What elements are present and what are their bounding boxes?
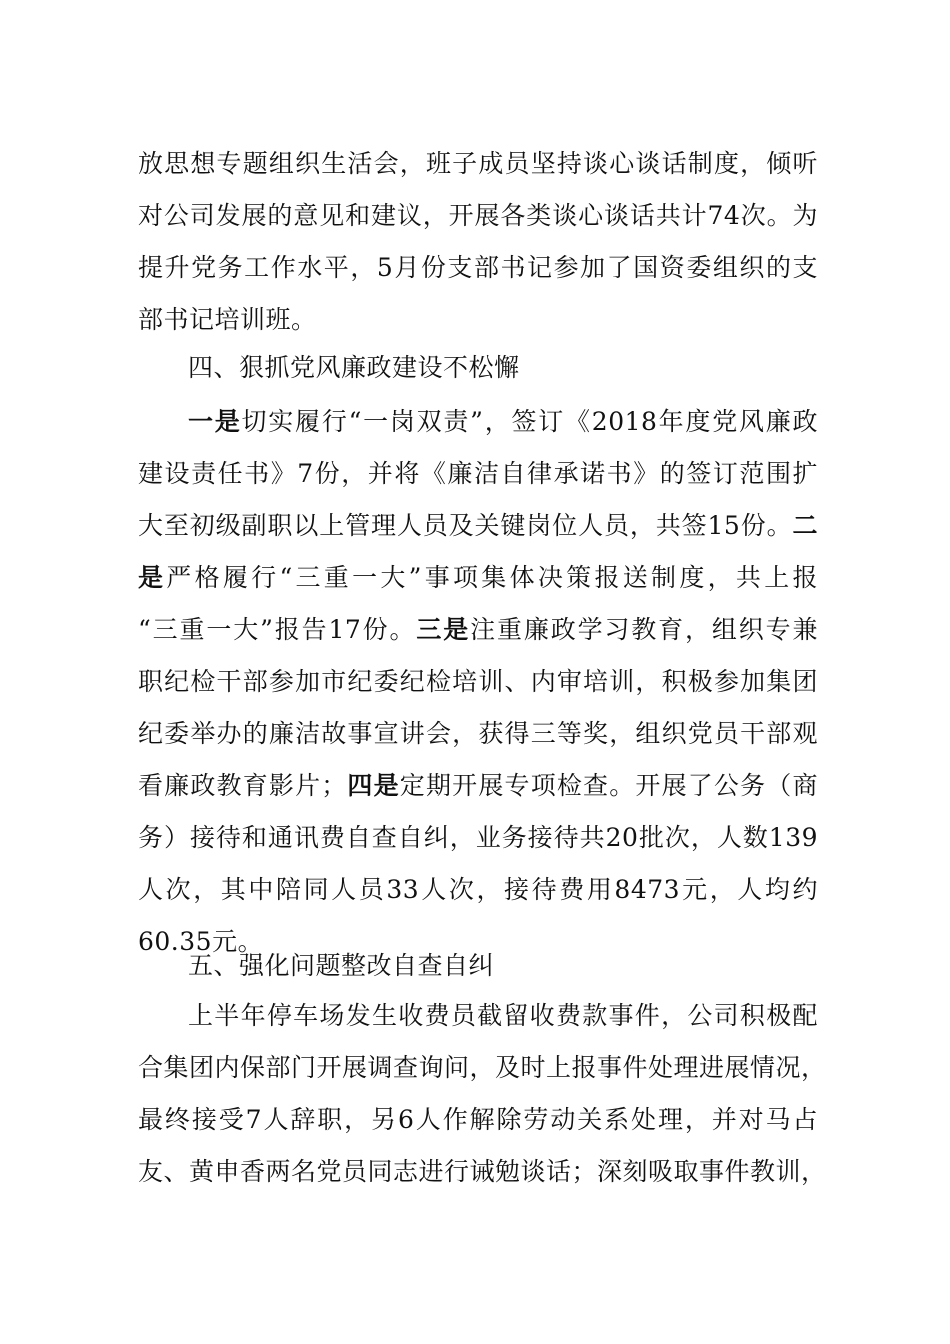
paragraph-text: 注重廉政学习教育，组织专兼: [470, 615, 818, 644]
paragraph-text: 切实履行“一岗双责”，签订《2018年度党风廉政: [241, 407, 818, 436]
paragraph-text: 严格履行“三重一大”事项集体决策报送制度，共上报: [166, 563, 818, 592]
paragraph-line: 最终接受7人辞职，另6人作解除劳动关系处理，并对马占: [138, 1105, 818, 1134]
paragraph-line: [138, 604, 818, 656]
section-heading-5: 五、强化问题整改自查自纠: [188, 951, 495, 980]
paragraph-text: “三重一大”报告17份。: [138, 615, 417, 644]
bold-marker: 是: [138, 563, 167, 592]
paragraph-line: 上半年停车场发生收费员截留收费款事件，公司积极配: [188, 1001, 818, 1030]
paragraph-line: [138, 500, 818, 552]
paragraph-text: 大至初级副职以上管理人员及关键岗位人员，共签15份。: [138, 511, 793, 540]
paragraph-line: 务）接待和通讯费自查自纠，业务接待共20批次，人数139: [138, 823, 818, 852]
paragraph-line: 部书记培训班。: [138, 305, 317, 334]
paragraph-line: [188, 396, 818, 448]
paragraph-line: 纪委举办的廉洁故事宣讲会，获得三等奖，组织党员干部观: [138, 719, 818, 748]
bold-marker: 一是: [188, 407, 242, 436]
bold-marker: 三是: [416, 615, 471, 644]
paragraph-line: 放思想专题组织生活会，班子成员坚持谈心谈话制度，倾听: [138, 149, 818, 178]
paragraph-line: 提升党务工作水平，5月份支部书记参加了国资委组织的支: [138, 253, 818, 282]
paragraph-line: 60.35元。: [138, 927, 264, 956]
paragraph-line: 人次，其中陪同人员33人次，接待费用8473元，人均约: [138, 875, 818, 904]
paragraph-line: 职纪检干部参加市纪委纪检培训、内审培训，积极参加集团: [138, 667, 818, 696]
paragraph-line: 对公司发展的意见和建议，开展各类谈心谈话共计74次。为: [138, 201, 818, 230]
paragraph-text: 看廉政教育影片；: [138, 771, 347, 800]
paragraph-line: 合集团内保部门开展调查询问，及时上报事件处理进展情况，: [138, 1053, 827, 1082]
paragraph-line: [138, 552, 818, 604]
paragraph-line: [138, 760, 818, 812]
section-heading-4: 四、狠抓党风廉政建设不松懈: [188, 353, 520, 382]
bold-marker: 四是: [346, 771, 400, 800]
paragraph-line: 建设责任书》7份，并将《廉洁自律承诺书》的签订范围扩: [138, 459, 818, 488]
paragraph-text: 定期开展专项检查。开展了公务（商: [399, 771, 818, 800]
bold-marker: 二: [792, 511, 818, 540]
paragraph-line: 友、黄申香两名党员同志进行诫勉谈话；深刻吸取事件教训，: [138, 1157, 827, 1186]
